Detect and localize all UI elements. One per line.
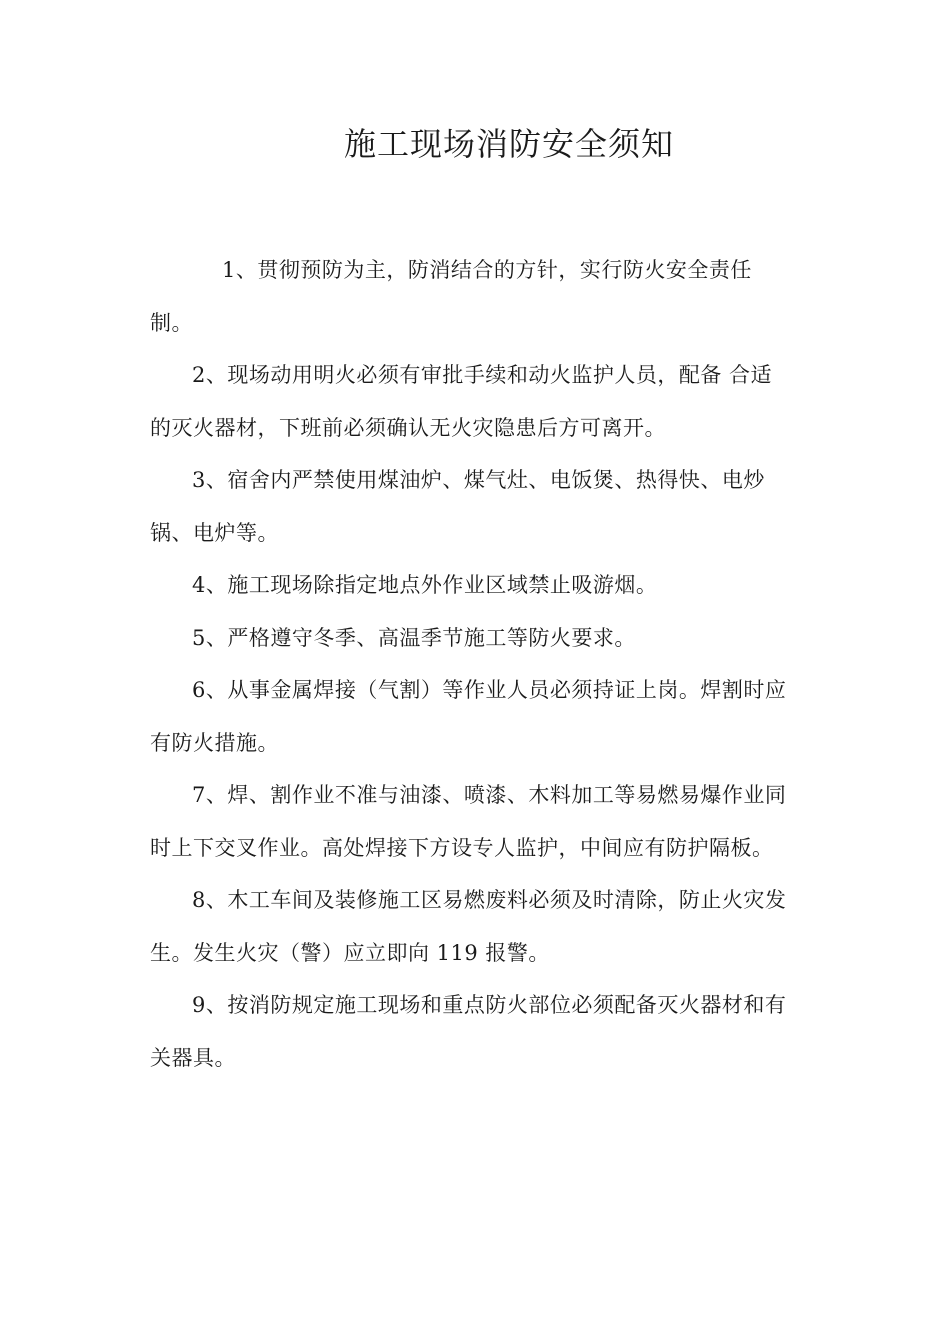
paragraph-8: 8、木工车间及装修施工区易燃废料必须及时清除，防止火灾发生。发生火灾（警）应立即向 119 报警。 <box>150 888 787 965</box>
paragraph-4: 4、施工现场除指定地点外作业区域禁止吸游烟。 <box>192 573 658 597</box>
document-title: 施工现场消防安全须知 <box>343 125 674 163</box>
document-body <box>150 244 790 1084</box>
paragraph-7: 7、焊、割作业不准与油漆、喷漆、木料加工等易燃易爆作业同时上下交叉作业。高处焊接下方设专人监护，中间应有防护隔板。 <box>150 783 787 860</box>
paragraph-1: 1、贯彻预防为主，防消结合的方针，实行防火安全责任制。 <box>150 258 752 335</box>
paragraph-3: 3、宿舍内严禁使用煤油炉、煤气灶、电饭煲、热得快、电炒锅、电炉等。 <box>150 468 765 545</box>
paragraph-9: 9、按消防规定施工现场和重点防火部位必须配备灭火器材和有关器具。 <box>150 993 787 1070</box>
paragraph-5: 5、严格遵守冬季、高温季节施工等防火要求。 <box>192 625 636 650</box>
paragraph-6: 6、从事金属焊接（气割）等作业人员必须持证上岗。焊割时应有防火措施。 <box>150 678 787 755</box>
paragraph-2: 2、现场动用明火必须有审批手续和动火监护人员，配备 合适的灭火器材，下班前必须确认无火灾隐患后方可离开。 <box>150 363 773 440</box>
